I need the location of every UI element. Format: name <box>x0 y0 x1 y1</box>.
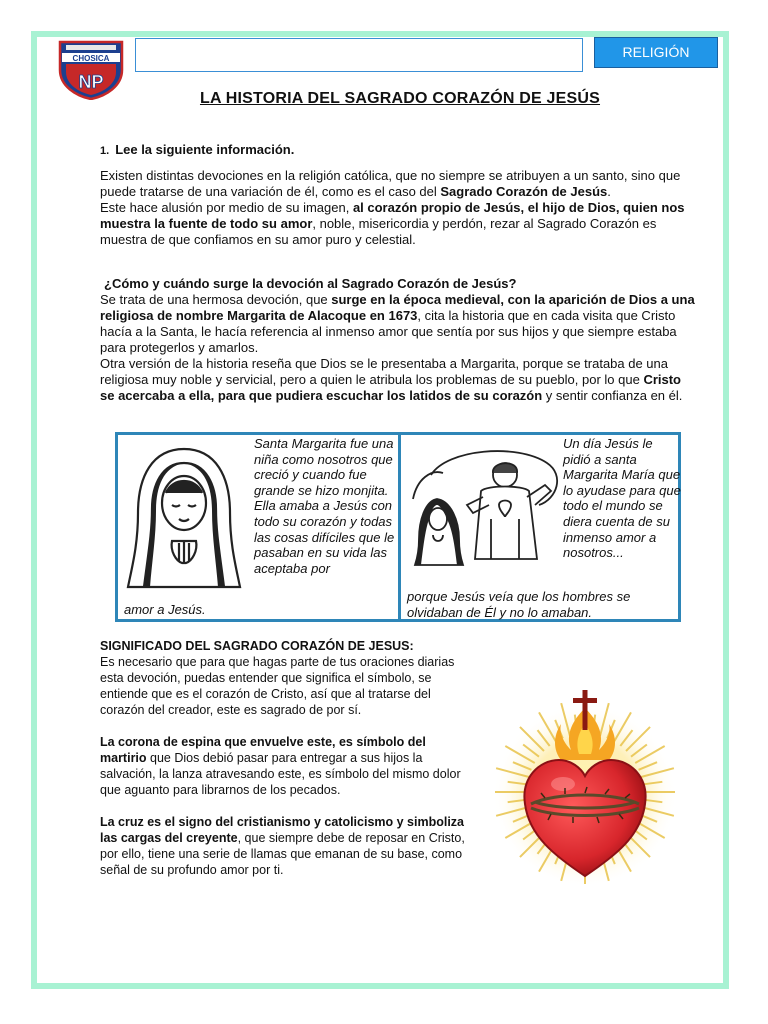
nun-illustration <box>124 441 244 591</box>
origin-paragraph-2 <box>100 356 696 404</box>
origin-text <box>100 276 696 404</box>
svg-text:NP: NP <box>78 72 104 92</box>
origin-paragraph-1 <box>100 292 696 356</box>
jesus-margarita-illustration <box>407 439 567 569</box>
left-caption-end: amor a Jesús. <box>124 602 206 617</box>
intro-p2-a: Este hace alusión por medio de su imagen, <box>100 200 353 215</box>
origin-p1-c: , cita la historia que en cada visita que Cristo hacía a la Santa, le hacía referencia al inmenso amor que sentía por sus hijos y que siempre estaba para protegerlos y amarlos. <box>100 308 677 355</box>
page-title: LA HISTORIA DEL SAGRADO CORAZÓN DE JESÚS <box>199 90 601 107</box>
origin-p1-b: surge en la época medieval, con la aparición de Dios a una religiosa de nombre Margarita de Alacoque en 1673 <box>100 292 695 323</box>
origin-p1-a: Se trata de una hermosa devoción, que <box>100 292 332 307</box>
origin-p2-c: y sentir confianza en él. <box>542 388 683 403</box>
intro-p1-c: . <box>607 184 611 199</box>
intro-p2-b: al corazón propio de Jesús, el hijo de Dios, quien nos muestra la fuente de todo su amor <box>100 200 685 231</box>
story-panel-left <box>118 435 398 619</box>
left-caption: Santa Margarita fue una niña como nosotros que creció y cuando fue grande se hizo monjita. Ella amaba a Jesús con todo su corazón y todas las cosas difíciles que le pasaban en su vida las aceptaba por <box>254 436 395 576</box>
intro-paragraph-1 <box>100 168 696 200</box>
meaning-heading: SIGNIFICADO DEL SAGRADO CORAZÓN DE JESUS: <box>100 639 414 653</box>
section-heading <box>100 142 294 157</box>
intro-text <box>100 168 696 248</box>
meaning-p3-c: , que siempre debe de reposar en Cristo, por ello, tiene una serie de llamas que emanan de su base, como señal de su profundo amor por ti. <box>100 831 465 877</box>
section-number: 1. <box>100 145 110 157</box>
name-field[interactable] <box>135 38 583 72</box>
svg-text:CHOSICA: CHOSICA <box>72 54 110 63</box>
right-caption: Un día Jesús le pidió a santa Margarita María que lo ayudase para que todo el mundo se diera cuenta de su inmenso amor a nosotros... <box>563 436 681 561</box>
intro-p2-c: , noble, misericordia y perdón, rezar al Sagrado Corazón es muestra de que confiamos en su amor puro y celestial. <box>100 216 657 247</box>
meaning-paragraph-1: Es necesario que para que hagas parte de tus oraciones diarias esta devoción, puedas entender que significa el símbolo, se entiende que es el corazón de Cristo, así que al tratarse del corazón del creador, este es sagrado de por sí. <box>100 655 455 717</box>
story-panel-right <box>398 435 681 620</box>
story-panels <box>115 432 681 622</box>
meaning-paragraph-3 <box>100 814 470 878</box>
meaning-p3-b: La cruz es el signo del cristianismo y catolicismo y simboliza las cargas del creyente <box>100 815 465 845</box>
meaning-paragraph-2 <box>100 734 470 798</box>
intro-paragraph-2 <box>100 200 696 248</box>
intro-p1-b: Sagrado Corazón de Jesús <box>440 184 608 199</box>
intro-p1-a: Existen distintas devociones en la religión católica, que no siempre se atribuyen a un santo, sino que puede tratarse de una variación de él, como es el caso del <box>100 168 681 199</box>
sacred-heart-image <box>495 680 675 895</box>
right-caption-end: porque Jesús veía que los hombres se olvidaban de Él y no lo amaban. <box>407 589 631 620</box>
subject-label: RELIGIÓN <box>594 37 718 68</box>
origin-p2-a: Otra versión de la historia reseña que Dios se le presentaba a Margarita, porque se trataba de una religiosa muy noble y servicial, pero a quien le atribula los problemas de su pueblo, por lo que <box>100 356 669 387</box>
section-heading-text: Lee la siguiente información. <box>115 142 295 157</box>
meaning-p2-c: que Dios debió pasar para entregar a sus hijos la salvación, la lanza atravesando este, es símbolo del mismo dolor que aguanto para librarnos de los pecados. <box>100 751 461 797</box>
meaning-section <box>100 638 470 894</box>
meaning-p2-b: La corona de espina que envuelve este, es símbolo del martirio <box>100 735 426 765</box>
origin-p2-b: Cristo se acercaba a ella, para que pudiera escuchar los latidos de su corazón <box>100 372 681 403</box>
origin-question: ¿Cómo y cuándo surge la devoción al Sagrado Corazón de Jesús? <box>104 276 517 291</box>
